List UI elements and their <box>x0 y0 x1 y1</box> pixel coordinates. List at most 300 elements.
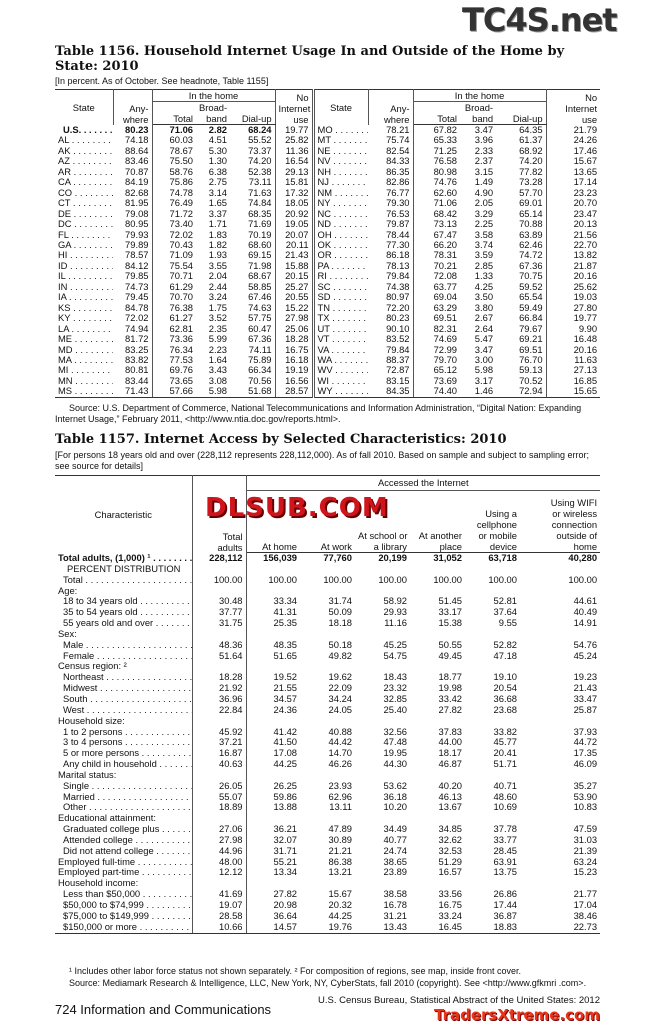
header-total: Total <box>152 102 196 125</box>
value-cell: 40.63 <box>192 759 246 770</box>
value-cell: 3.14 <box>208 187 227 198</box>
value-cell: 2.82 <box>208 124 227 135</box>
value-cell: 69.04 <box>433 292 458 303</box>
state-cell: NV . . . <box>313 156 368 166</box>
value-cell: 72.99 <box>433 344 458 355</box>
table-row <box>55 271 600 281</box>
value-cell: 3.15 <box>474 166 494 177</box>
value-cell: 20.15 <box>275 271 313 281</box>
header-at-another-place: At another place <box>410 491 465 553</box>
value-cell: 22.70 <box>573 239 598 250</box>
state-cell: AZ . . . <box>55 156 113 166</box>
value-cell: 16.75 <box>438 900 462 910</box>
value-cell: 44.00 <box>438 737 462 748</box>
value-cell: 23.89 <box>383 867 407 878</box>
value-cell: 16.54 <box>275 156 313 166</box>
value-cell: 17.14 <box>573 177 598 188</box>
value-cell: 65.14 <box>496 209 546 219</box>
value-cell: 29.93 <box>383 607 407 618</box>
value-cell: 44.61 <box>573 596 598 607</box>
value-cell: 29.13 <box>275 167 313 177</box>
value-cell: 44.30 <box>383 759 407 770</box>
value-cell: 19.77 <box>275 125 313 136</box>
table-row <box>55 824 600 835</box>
value-cell <box>246 661 300 672</box>
value-cell: 20.98 <box>273 900 297 910</box>
value-cell <box>465 770 520 781</box>
header-dialup: Dial-up <box>496 102 546 125</box>
value-cell: 16.87 <box>192 748 246 759</box>
table-1157 <box>55 475 600 934</box>
value-cell: 74.78 <box>169 187 193 198</box>
characteristic-cell: Male . . . <box>55 640 192 651</box>
value-cell: 22.73 <box>520 922 600 933</box>
table-1157-source: Source: Mediamark Research & Intelligence, LLC, New York, NY, CyberStats, fall 2010 (copyright). See <http://www.gfkmri .com>. <box>69 978 587 988</box>
value-cell: 31.03 <box>573 834 598 845</box>
state-cell: AK . . . <box>55 146 113 156</box>
value-cell: 41.69 <box>192 889 246 900</box>
state-cell: SD . . . <box>313 292 368 302</box>
value-cell: 74.20 <box>496 156 546 166</box>
value-cell: 27.82 <box>273 889 297 900</box>
header-anywhere: Any- where <box>368 90 413 125</box>
value-cell: 2.25 <box>474 219 494 230</box>
value-cell: 13.21 <box>328 867 352 878</box>
value-cell: 73.13 <box>433 219 458 230</box>
value-cell: 78.57 <box>113 250 152 260</box>
characteristic-cell: Midwest . . . <box>55 683 192 694</box>
value-cell: 59.49 <box>496 303 546 313</box>
value-cell: 2.04 <box>208 271 227 282</box>
value-cell: 22.84 <box>192 705 246 716</box>
characteristic-cell: Household size: <box>55 716 192 727</box>
value-cell: 25.87 <box>573 704 598 715</box>
state-cell: AR . . . <box>55 167 113 177</box>
value-cell: 13.82 <box>573 250 598 261</box>
value-cell: 68.24 <box>230 125 275 136</box>
value-cell: 46.13 <box>438 791 462 802</box>
table-row <box>55 198 600 208</box>
value-cell: 18.89 <box>192 802 246 813</box>
value-cell: 70.43 <box>169 239 193 250</box>
value-cell: 17.44 <box>493 900 517 910</box>
value-cell: 54.76 <box>573 639 598 650</box>
value-cell: 77.30 <box>368 240 413 250</box>
value-cell: 68.42 <box>433 208 458 219</box>
table-row <box>55 640 600 651</box>
value-cell: 62.96 <box>328 791 352 802</box>
table-row <box>55 867 600 878</box>
value-cell: 82.86 <box>368 177 413 187</box>
value-cell: 47.89 <box>328 824 352 835</box>
value-cell: 31.71 <box>273 845 297 856</box>
value-cell: 68.67 <box>230 271 275 281</box>
value-cell: 15.81 <box>275 177 313 187</box>
table-row <box>55 748 600 759</box>
state-cell: MI . . . <box>55 365 113 375</box>
value-cell: 18.43 <box>383 672 407 683</box>
value-cell: 53.90 <box>573 791 598 802</box>
value-cell: 67.36 <box>230 334 275 344</box>
value-cell: 20.41 <box>493 748 517 759</box>
value-cell: 90.10 <box>368 324 413 334</box>
value-cell <box>192 564 246 575</box>
value-cell: 72.08 <box>433 271 458 282</box>
value-cell: 69.51 <box>433 313 458 324</box>
state-cell: NC . . . <box>313 209 368 219</box>
value-cell: 21.56 <box>573 229 598 240</box>
table-row <box>55 900 600 911</box>
value-cell: 86.35 <box>368 167 413 177</box>
value-cell: 68.60 <box>230 240 275 250</box>
value-cell <box>465 629 520 640</box>
table-row <box>55 334 600 344</box>
header-total-adults: Total adults <box>192 476 246 553</box>
state-cell: WI . . . <box>313 376 368 386</box>
value-cell: 78.67 <box>169 145 193 156</box>
value-cell <box>300 564 355 575</box>
table-row <box>55 365 600 375</box>
value-cell: 100.00 <box>378 574 407 585</box>
value-cell: 23.23 <box>573 187 598 198</box>
value-cell: 31.75 <box>192 618 246 629</box>
value-cell: 25.40 <box>383 704 407 715</box>
characteristic-cell: Census region: ² <box>55 661 192 672</box>
value-cell: 10.83 <box>573 802 598 813</box>
value-cell: 44.42 <box>328 737 352 748</box>
value-cell: 16.75 <box>275 345 313 355</box>
value-cell: 3.47 <box>474 344 494 355</box>
state-cell: NY . . . <box>313 198 368 208</box>
characteristic-cell: $150,000 or more . . . <box>55 922 192 933</box>
value-cell <box>520 878 600 889</box>
value-cell: 40.71 <box>493 780 517 791</box>
table-1157-footnote: ¹ Includes other labor force status not shown separately. ² For composition of regions, see map, inside front cover. <box>69 966 522 976</box>
value-cell: 21.21 <box>328 845 352 856</box>
value-cell: 228,112 <box>192 553 246 564</box>
value-cell: 76.38 <box>169 302 193 313</box>
value-cell: 3.80 <box>474 302 494 313</box>
table-row <box>55 261 600 271</box>
table-row <box>55 835 600 846</box>
table-row <box>55 586 600 597</box>
value-cell: 75.50 <box>169 156 193 167</box>
table-row <box>55 146 600 156</box>
value-cell: 74.73 <box>113 282 152 292</box>
value-cell: 6.38 <box>208 166 227 177</box>
value-cell: 70.88 <box>496 219 546 229</box>
value-cell: 23.93 <box>328 780 352 791</box>
value-cell: 63.24 <box>573 856 598 867</box>
state-cell: MN . . . <box>55 376 113 386</box>
value-cell: 28.45 <box>493 845 517 856</box>
state-cell: SC . . . <box>313 282 368 292</box>
value-cell: 30.89 <box>328 834 352 845</box>
state-cell: VA . . . <box>313 345 368 355</box>
table-row <box>55 156 600 166</box>
value-cell: 50.18 <box>328 639 352 650</box>
value-cell: 79.45 <box>113 292 152 302</box>
value-cell: 17.46 <box>573 145 598 156</box>
watermark-tradersxtreme: TradersXtreme.com <box>434 1006 600 1024</box>
table-row <box>55 345 600 355</box>
state-cell: NH . . . <box>313 167 368 177</box>
value-cell: 46.87 <box>438 759 462 770</box>
characteristic-cell: Married . . . <box>55 792 192 803</box>
value-cell: 51.45 <box>438 596 462 607</box>
value-cell <box>192 878 246 889</box>
value-cell: 72.87 <box>368 365 413 375</box>
value-cell: 11.36 <box>275 146 313 156</box>
table-row <box>55 303 600 313</box>
value-cell <box>192 629 246 640</box>
value-cell: 15.88 <box>275 261 313 271</box>
value-cell: 74.84 <box>230 198 275 208</box>
value-cell: 52.81 <box>493 596 517 607</box>
value-cell: 70.56 <box>230 376 275 386</box>
value-cell: 5.98 <box>196 386 230 397</box>
value-cell: 11.63 <box>574 354 598 365</box>
value-cell: 79.08 <box>113 209 152 219</box>
value-cell: 53.62 <box>383 780 407 791</box>
value-cell <box>410 564 465 575</box>
value-cell: 75.86 <box>169 177 193 188</box>
value-cell: 79.84 <box>368 345 413 355</box>
characteristic-cell: Single . . . <box>55 781 192 792</box>
value-cell: 16.56 <box>275 376 313 386</box>
value-cell: 74.40 <box>413 386 460 397</box>
value-cell <box>300 770 355 781</box>
value-cell: 41.31 <box>273 607 297 618</box>
state-cell: NE . . . <box>313 146 368 156</box>
value-cell: 37.77 <box>192 607 246 618</box>
table-row <box>55 564 600 575</box>
value-cell <box>410 716 465 727</box>
value-cell <box>192 586 246 597</box>
value-cell: 27.06 <box>192 824 246 835</box>
value-cell: 63.89 <box>496 230 546 240</box>
table-row <box>55 802 600 813</box>
value-cell: 19.10 <box>493 672 517 683</box>
value-cell: 67.47 <box>433 229 458 240</box>
header-at-school-or-library: At school or a library <box>355 491 410 553</box>
value-cell: 20.11 <box>275 240 313 250</box>
value-cell: 3.29 <box>474 208 494 219</box>
value-cell: 3.52 <box>208 313 227 324</box>
value-cell: 59.13 <box>496 365 546 375</box>
value-cell <box>192 813 246 824</box>
value-cell: 2.05 <box>474 198 494 209</box>
table-row <box>55 607 600 618</box>
value-cell <box>300 813 355 824</box>
value-cell: 17.32 <box>275 188 313 198</box>
value-cell: 27.98 <box>275 313 313 323</box>
table-1157-title: Table 1157. Internet Access by Selected Characteristics: 2010 <box>55 432 507 447</box>
table-row <box>55 781 600 792</box>
value-cell: 76.53 <box>368 209 413 219</box>
state-cell: CT . . . <box>55 198 113 208</box>
value-cell: 79.89 <box>113 240 152 250</box>
value-cell: 83.25 <box>113 345 152 355</box>
value-cell: 32.85 <box>383 693 407 704</box>
state-cell: NM . . . <box>313 188 368 198</box>
value-cell: 73.69 <box>433 375 458 386</box>
table-row <box>55 705 600 716</box>
value-cell: 25.82 <box>275 135 313 145</box>
value-cell: 1.65 <box>208 198 227 209</box>
value-cell: 45.24 <box>573 650 598 661</box>
value-cell: 14.91 <box>573 618 598 629</box>
value-cell: 31,052 <box>433 552 462 563</box>
value-cell: 36.21 <box>273 824 297 835</box>
value-cell: 13.75 <box>493 867 517 878</box>
value-cell: 49.82 <box>328 650 352 661</box>
value-cell: 1.83 <box>208 229 227 240</box>
state-cell: GA . . . <box>55 240 113 250</box>
value-cell: 19.52 <box>273 672 297 683</box>
value-cell <box>410 813 465 824</box>
value-cell: 44.25 <box>328 910 352 921</box>
state-cell: MO . . . <box>313 125 368 136</box>
value-cell: 71.43 <box>113 386 152 397</box>
value-cell: 17.08 <box>273 748 297 759</box>
characteristic-cell: PERCENT DISTRIBUTION <box>55 564 192 575</box>
table-1156-source: Source: U.S. Department of Commerce, National Telecommunications and Information Administration, “Digital Nation: Expanding Internet Usage,” February 2011, <http://www.ntia.doc.gov/reports.html>. <box>55 403 582 424</box>
value-cell: 84.19 <box>113 177 152 187</box>
value-cell: 21.92 <box>192 683 246 694</box>
value-cell: 19.19 <box>275 365 313 375</box>
state-cell: OK . . . <box>313 240 368 250</box>
value-cell: 64.35 <box>496 125 546 136</box>
characteristic-cell: Total . . . <box>55 575 192 586</box>
value-cell <box>520 564 600 575</box>
value-cell: 58.76 <box>169 166 193 177</box>
characteristic-cell: Attended college . . . <box>55 835 192 846</box>
state-cell: MA . . . <box>55 355 113 365</box>
state-cell: WY . . . <box>313 386 368 397</box>
value-cell: 24.26 <box>573 135 598 146</box>
value-cell: 48.35 <box>273 639 297 650</box>
value-cell: 75.89 <box>230 355 275 365</box>
state-cell: WV . . . <box>313 365 368 375</box>
value-cell: 19.05 <box>275 219 313 229</box>
state-cell: IL . . . <box>55 271 113 281</box>
value-cell: 73.36 <box>169 334 193 345</box>
value-cell: 69.15 <box>230 250 275 260</box>
value-cell: 59.86 <box>273 791 297 802</box>
value-cell: 60.47 <box>230 324 275 334</box>
value-cell: 45.77 <box>493 737 517 748</box>
table-row <box>55 813 600 824</box>
value-cell: 3.96 <box>474 135 494 146</box>
value-cell: 18.28 <box>192 672 246 683</box>
characteristic-cell: 18 to 34 years old . . . <box>55 596 192 607</box>
value-cell: 37.78 <box>493 824 517 835</box>
value-cell: 1.64 <box>208 354 227 365</box>
value-cell: 18.28 <box>275 334 313 344</box>
value-cell: 18.77 <box>438 672 462 683</box>
value-cell: 25.27 <box>275 282 313 292</box>
value-cell: 11.16 <box>384 618 407 629</box>
state-cell: OR . . . <box>313 250 368 260</box>
value-cell: 1.93 <box>208 250 227 261</box>
value-cell: 21.43 <box>275 250 313 260</box>
value-cell: 37.93 <box>573 726 598 737</box>
value-cell <box>246 813 300 824</box>
state-cell: NJ . . . <box>313 177 368 187</box>
state-cell: MD . . . <box>55 345 113 355</box>
table-row <box>55 694 600 705</box>
table-row <box>55 376 600 386</box>
value-cell: 33.34 <box>273 596 297 607</box>
table-1156-title: Table 1156. Household Internet Usage In and Outside of the Home by State: 2010 <box>55 44 565 74</box>
table-row <box>55 188 600 198</box>
value-cell: 69.21 <box>496 334 546 344</box>
value-cell <box>465 586 520 597</box>
table-row <box>55 672 600 683</box>
value-cell: 15.22 <box>275 303 313 313</box>
value-cell: 13.34 <box>273 867 297 878</box>
value-cell: 3.55 <box>208 260 227 271</box>
value-cell: 88.37 <box>368 355 413 365</box>
table-row <box>55 219 600 229</box>
header-cellphone: Using a cellphone or mobile device <box>465 491 520 553</box>
value-cell: 36.64 <box>273 910 297 921</box>
value-cell: 78.44 <box>368 230 413 240</box>
header-broadband: Broad- band <box>460 102 496 125</box>
value-cell: 80.98 <box>433 166 458 177</box>
table-1156-headnote: [In percent. As of October. See headnote, Table 1155] <box>55 76 269 86</box>
table-row <box>55 878 600 889</box>
value-cell: 37.83 <box>438 726 462 737</box>
value-cell: 76.77 <box>368 188 413 198</box>
characteristic-cell: South . . . <box>55 694 192 705</box>
value-cell: 18.18 <box>328 618 352 629</box>
characteristic-cell: $75,000 to $149,999 . . . <box>55 911 192 922</box>
value-cell: 74.38 <box>368 282 413 292</box>
value-cell: 27.82 <box>438 704 462 715</box>
table-row <box>55 292 600 302</box>
state-cell: KY . . . <box>55 313 113 323</box>
value-cell: 82.68 <box>113 188 152 198</box>
value-cell: 40.88 <box>328 726 352 737</box>
value-cell: 44.96 <box>192 846 246 857</box>
value-cell: 49.45 <box>438 650 462 661</box>
value-cell <box>355 564 410 575</box>
value-cell <box>410 770 465 781</box>
header-anywhere: Any- where <box>113 90 152 125</box>
value-cell: 16.48 <box>573 334 598 345</box>
value-cell: 74.72 <box>496 250 546 260</box>
header-dialup: Dial-up <box>230 102 275 125</box>
value-cell <box>246 586 300 597</box>
value-cell: 83.82 <box>113 355 152 365</box>
state-cell: LA . . . <box>55 324 113 334</box>
header-no-internet-use: No Internet use <box>546 90 600 125</box>
table-row <box>55 792 600 803</box>
value-cell: 19.98 <box>438 683 462 694</box>
value-cell: 5.47 <box>474 334 494 345</box>
value-cell: 79.67 <box>496 324 546 334</box>
value-cell: 69.76 <box>169 365 193 376</box>
value-cell: 20.70 <box>573 198 598 209</box>
value-cell: 75.74 <box>368 135 413 145</box>
value-cell: 86.18 <box>368 250 413 260</box>
value-cell: 63.77 <box>433 281 458 292</box>
value-cell: 55.21 <box>273 856 297 867</box>
value-cell: 83.15 <box>368 376 413 386</box>
value-cell: 20.32 <box>328 900 352 910</box>
